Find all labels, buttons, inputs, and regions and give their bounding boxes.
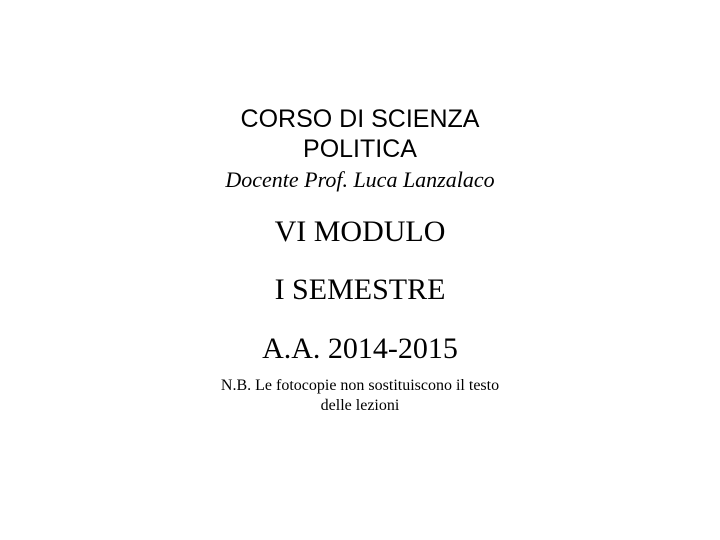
course-title-line: POLITICA (303, 135, 417, 163)
module-label: VI MODULO (274, 215, 446, 248)
instructor-name: Docente Prof. Luca Lanzalaco (225, 167, 495, 192)
course-title-line: CORSO DI SCIENZA (240, 105, 480, 133)
note-line: delle lezioni (320, 397, 400, 414)
note-line: N.B. Le fotocopie non sostituiscono il testo (220, 377, 500, 394)
course-title (160, 104, 560, 164)
academic-year: A.A. 2014-2015 (262, 332, 458, 365)
note (180, 376, 540, 416)
semester-label: I SEMESTRE (274, 273, 446, 306)
